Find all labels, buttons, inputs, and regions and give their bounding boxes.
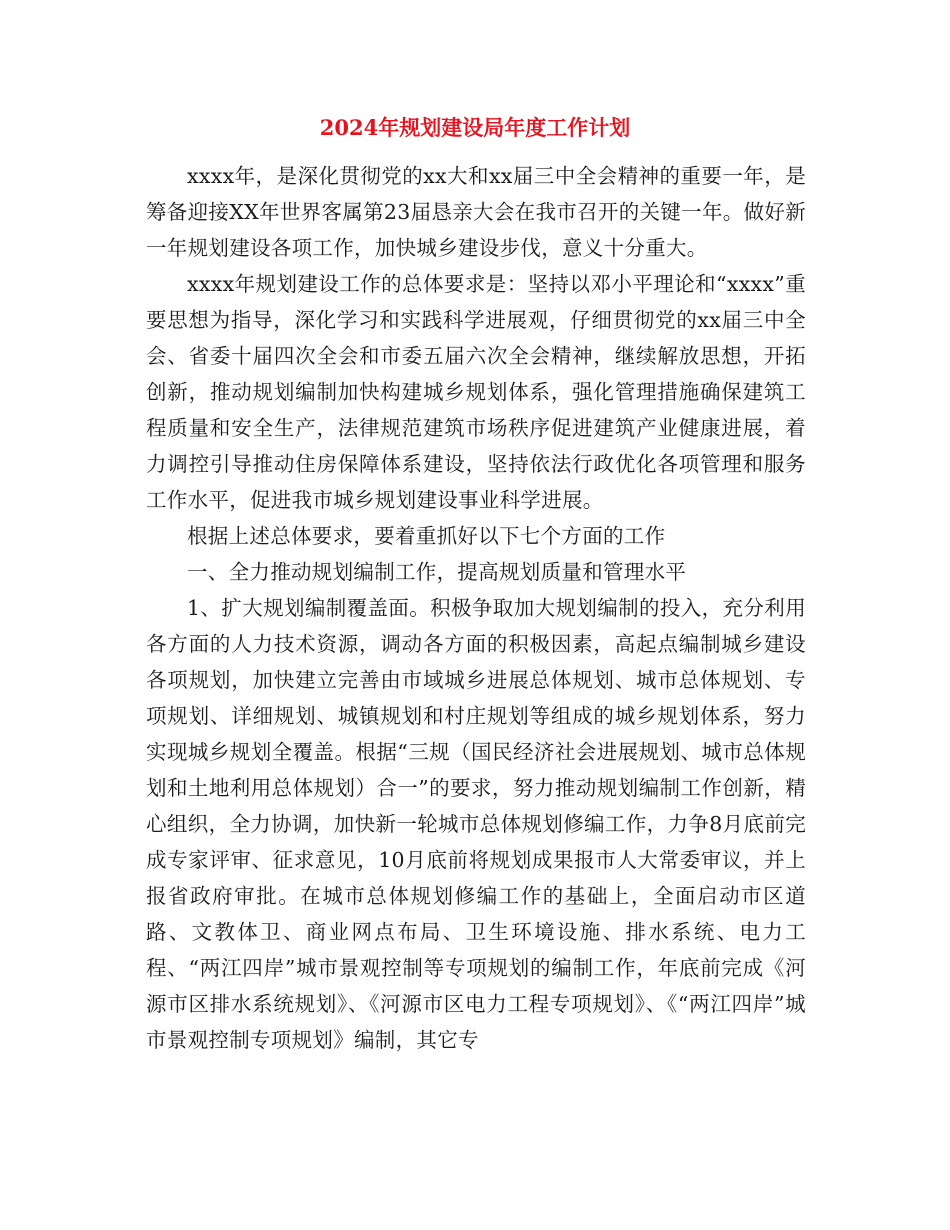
paragraph-intro: xxxx年，是深化贯彻党的xx大和xx届三中全会精神的重要一年，是筹备迎接XX年世界客属第23届恳亲大会在我市召开的关键一年。做好新一年规划建设各项工作，加快城乡建设步伐，意义十分重大。: [146, 164, 806, 260]
section-heading-1: 一、全力推动规划编制工作，提高规划质量和管理水平: [187, 560, 687, 584]
paragraph-item-1: 1、扩大规划编制覆盖面。积极争取加大规划编制的投入，充分利用各方面的人力技术资源，调动各方面的积极因素，高起点编制城乡建设各项规划，加快建立完善由市域城乡进展总体规划、城市总体规划、专项规划、详细规划、城镇规划和村庄规划等组成的城乡规划体系，努力实现城乡规划全覆盖。根据“三规（国民经济社会进展规划、城市总体规划和土地利用总体规划）合一”的要求，努力推动规划编制工作创新，精心组织，全力协调，加快新一轮城市总体规划修编工作，力争8月底前完成专家评审、征求意见，10月底前将规划成果报市人大常委审议，并上报省政府审批。在城市总体规划修编工作的基础上，全面启动市区道路、文教体卫、商业网点布局、卫生环境设施、排水系统、电力工程、“两江四岸”城市景观控制等专项规划的编制工作，年底前完成《河源市区排水系统规划》、《河源市区电力工程专项规划》、《“两江四岸”城市景观控制专项规划》编制，其它专: [146, 596, 806, 1052]
paragraph-seven-aspects: 根据上述总体要求，要着重抓好以下七个方面的工作: [187, 524, 666, 548]
document-title: 2024年规划建设局年度工作计划: [319, 115, 631, 140]
document-body: [146, 158, 806, 1058]
paragraph-general-requirements: xxxx年规划建设工作的总体要求是：坚持以邓小平理论和“xxxx”重要思想为指导，深化学习和实践科学进展观，仔细贯彻党的xx届三中全会、省委十届四次全会和市委五届六次全会精神，继续解放思想，开拓创新，推动规划编制加快构建城乡规划体系，强化管理措施确保建筑工程质量和安全生产，法律规范建筑市场秩序促进建筑产业健康进展，着力调控引导推动住房保障体系建设，坚持依法行政优化各项管理和服务工作水平，促进我市城乡规划建设事业科学进展。: [146, 272, 806, 512]
